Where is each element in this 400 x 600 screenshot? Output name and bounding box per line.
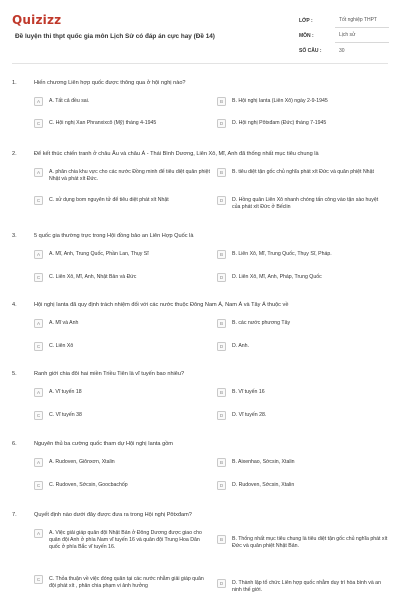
- meta-row-count: [299, 43, 389, 58]
- option-text: C. Liên Xô: [49, 343, 74, 349]
- question-text: Nguyên thủ ba cường quốc tham dự Hội nghị Ianta gồm: [34, 441, 173, 447]
- option-d[interactable]: [217, 119, 388, 128]
- meta-label: LỚP :: [299, 17, 313, 24]
- option-b[interactable]: [217, 388, 388, 397]
- option-a[interactable]: [34, 97, 210, 106]
- option-c[interactable]: [34, 196, 210, 205]
- option-d[interactable]: [217, 273, 388, 282]
- option-letter-box: C: [34, 342, 43, 351]
- option-text: C. sử dụng bom nguyên tử để tiêu diệt phát xít Nhật: [49, 197, 169, 203]
- option-text: B. Vĩ tuyến 16: [232, 389, 265, 395]
- option-b[interactable]: [217, 97, 388, 106]
- option-text: D. Rudoven, Sớcsin, Xtalin: [232, 482, 295, 488]
- meta-value: 30: [339, 47, 345, 54]
- option-text: D. Anh.: [232, 343, 250, 349]
- option-letter-box: C: [34, 575, 43, 584]
- option-a[interactable]: [34, 250, 210, 259]
- option-text: B. tiêu diệt tận gốc chủ nghĩa phát xít Đức và quân phiệt Nhật: [232, 169, 374, 175]
- question-6: [12, 440, 388, 495]
- question-number: 6.: [12, 441, 17, 447]
- question-number: 3.: [12, 233, 17, 239]
- option-text: D. Vĩ tuyến 28.: [232, 412, 267, 418]
- option-letter-box: C: [34, 196, 43, 205]
- option-letter-box: A: [34, 529, 43, 538]
- meta-value: Tốt nghiệp THPT: [335, 13, 389, 28]
- option-d[interactable]: [217, 579, 388, 594]
- option-text: C. Hội nghị Xan Phranxixcô (Mỹ) tháng 4-1945: [49, 120, 157, 126]
- option-letter-box: C: [34, 411, 43, 420]
- option-letter-box: B: [217, 535, 226, 544]
- option-text: A. phân chia khu vực cho các nước Đồng minh để tiêu diệt quân phiệt Nhật và phát xít Đức.: [49, 169, 210, 182]
- quizizz-logo: Quizizz: [12, 13, 62, 27]
- option-text: C. Liên Xô, Mĩ, Anh, Nhật Bản và Đức: [49, 274, 137, 280]
- option-letter-box: A: [34, 97, 43, 106]
- question-5: [12, 370, 388, 425]
- question-7: [12, 511, 388, 600]
- option-text: D. Liên Xô, Mĩ, Anh, Pháp, Trung Quốc: [232, 274, 322, 280]
- option-letter-box: B: [217, 319, 226, 328]
- option-text: C. Vĩ tuyến 38: [49, 412, 82, 418]
- option-letter-box: D: [217, 273, 226, 282]
- meta-label: MÔN :: [299, 32, 314, 39]
- option-c[interactable]: [34, 119, 210, 128]
- option-a[interactable]: [34, 388, 210, 397]
- option-c[interactable]: [34, 481, 210, 490]
- option-text: A. Tất cả đều sai.: [49, 98, 90, 104]
- option-c[interactable]: [34, 411, 210, 420]
- option-b[interactable]: [217, 458, 388, 467]
- option-letter-box: B: [217, 458, 226, 467]
- meta-table: [299, 13, 389, 58]
- meta-row-grade: [299, 13, 389, 28]
- option-text: B. Liên Xô, Mĩ, Trung Quốc, Thụy Sĩ, Pháp.: [232, 251, 332, 257]
- question-text: Để kết thúc chiến tranh ở châu Âu và châu Á - Thái Bình Dương, Liên Xô, Mĩ, Anh đã thống nhất mục tiêu chung là: [34, 151, 319, 157]
- option-text: A. Việc giải giáp quân đội Nhật Bản ở Đông Dương được giao cho quân đội Anh ở phía Nam vĩ tuyến 16 và quân đội Trung Hoa Dân quốc ở phía Bắc vĩ tuyến 16.: [49, 530, 202, 550]
- question-text: Hội nghị Ianta đã quy định trách nhiệm đối với các nước thuộc Đông Nam Á, Nam Á và Tây Á thuộc về: [34, 302, 289, 308]
- option-letter-box: A: [34, 458, 43, 467]
- option-letter-box: B: [217, 168, 226, 177]
- option-d[interactable]: [217, 481, 388, 490]
- option-text: D. Thành lập tổ chức Liên hợp quốc nhằm duy trì hòa bình và an ninh thế giới.: [232, 580, 381, 593]
- option-a[interactable]: [34, 458, 210, 467]
- question-text: 5 quốc gia thường trực trong Hội đồng bảo an Liên Hợp Quốc là: [34, 233, 194, 239]
- option-text: D. Hồng quân Liên Xô nhanh chóng tấn công vào tận sào huyệt của phát xít Đức ở Bếclin: [232, 197, 379, 210]
- option-b[interactable]: [217, 535, 388, 550]
- option-text: C. Thỏa thuận về việc đóng quân tại các nước nhằm giải giáp quân đội phát xít , phân chia phạm vi ảnh hưởng: [49, 576, 204, 589]
- option-d[interactable]: [217, 411, 388, 420]
- question-number: 1.: [12, 80, 17, 86]
- option-c[interactable]: [34, 273, 210, 282]
- option-letter-box: A: [34, 388, 43, 397]
- option-a[interactable]: [34, 168, 210, 183]
- meta-value: Lịch sử: [335, 28, 389, 43]
- option-b[interactable]: [217, 319, 388, 328]
- option-c[interactable]: [34, 575, 210, 590]
- option-text: D. Hội nghị Pôtxđam (Đức) tháng 7-1945: [232, 120, 327, 126]
- question-text: Ranh giới chia đôi hai miền Triều Tiên là vĩ tuyến bao nhiêu?: [34, 371, 185, 377]
- option-letter-box: C: [34, 481, 43, 490]
- option-d[interactable]: [217, 196, 388, 211]
- option-letter-box: A: [34, 319, 43, 328]
- option-text: B. Thống nhất mục tiêu chung là tiêu diệt tận gốc chủ nghĩa phát xít Đức và quân phiệt Nhật Bản.: [232, 536, 388, 549]
- option-text: A. Rudoven, Giônxơn, Xtalin: [49, 459, 115, 465]
- question-text: Quyết định nào dưới đây được đưa ra trong Hội nghị Pôtxđam?: [34, 512, 192, 518]
- header-divider: [12, 63, 388, 64]
- question-number: 4.: [12, 302, 17, 308]
- option-text: A. Mĩ, Anh, Trung Quốc, Phần Lan, Thụy Sĩ: [49, 251, 149, 257]
- option-letter-box: C: [34, 273, 43, 282]
- option-text: C. Rudoven, Sớcsin, Goocbachốp: [49, 482, 128, 488]
- option-letter-box: A: [34, 250, 43, 259]
- option-d[interactable]: [217, 342, 388, 351]
- meta-label: SỐ CÂU :: [299, 47, 322, 54]
- question-4: [12, 301, 388, 356]
- option-a[interactable]: [34, 529, 210, 551]
- option-c[interactable]: [34, 342, 210, 351]
- option-text: A. Mĩ và Anh: [49, 320, 79, 326]
- question-text: Hiến chương Liên hợp quốc được thông qua ở hội nghị nào?: [34, 80, 186, 86]
- option-letter-box: D: [217, 481, 226, 490]
- question-number: 7.: [12, 512, 17, 518]
- option-text: B. Aixenhao, Sớcsin, Xtalin: [232, 459, 295, 465]
- option-text: B. các nước phương Tây: [232, 320, 291, 326]
- question-number: 2.: [12, 151, 17, 157]
- option-letter-box: B: [217, 388, 226, 397]
- option-text: B. Hội nghị Ianta (Liên Xô) ngày 2-9-1945: [232, 98, 328, 104]
- option-letter-box: D: [217, 342, 226, 351]
- question-number: 5.: [12, 371, 17, 377]
- option-letter-box: D: [217, 196, 226, 205]
- option-letter-box: C: [34, 119, 43, 128]
- option-letter-box: A: [34, 168, 43, 177]
- question-3: [12, 232, 388, 287]
- meta-row-subject: [299, 28, 389, 43]
- page-title: Đề luyện thi thpt quốc gia môn Lịch Sử có đáp án cực hay (Đề 14): [15, 33, 215, 40]
- option-letter-box: D: [217, 411, 226, 420]
- option-text: A. Vĩ tuyến 18: [49, 389, 82, 395]
- option-letter-box: D: [217, 119, 226, 128]
- question-1: [12, 79, 388, 139]
- option-b[interactable]: [217, 168, 388, 177]
- option-b[interactable]: [217, 250, 388, 259]
- option-letter-box: B: [217, 250, 226, 259]
- option-letter-box: D: [217, 579, 226, 588]
- option-a[interactable]: [34, 319, 210, 328]
- option-letter-box: B: [217, 97, 226, 106]
- question-2: [12, 150, 388, 220]
